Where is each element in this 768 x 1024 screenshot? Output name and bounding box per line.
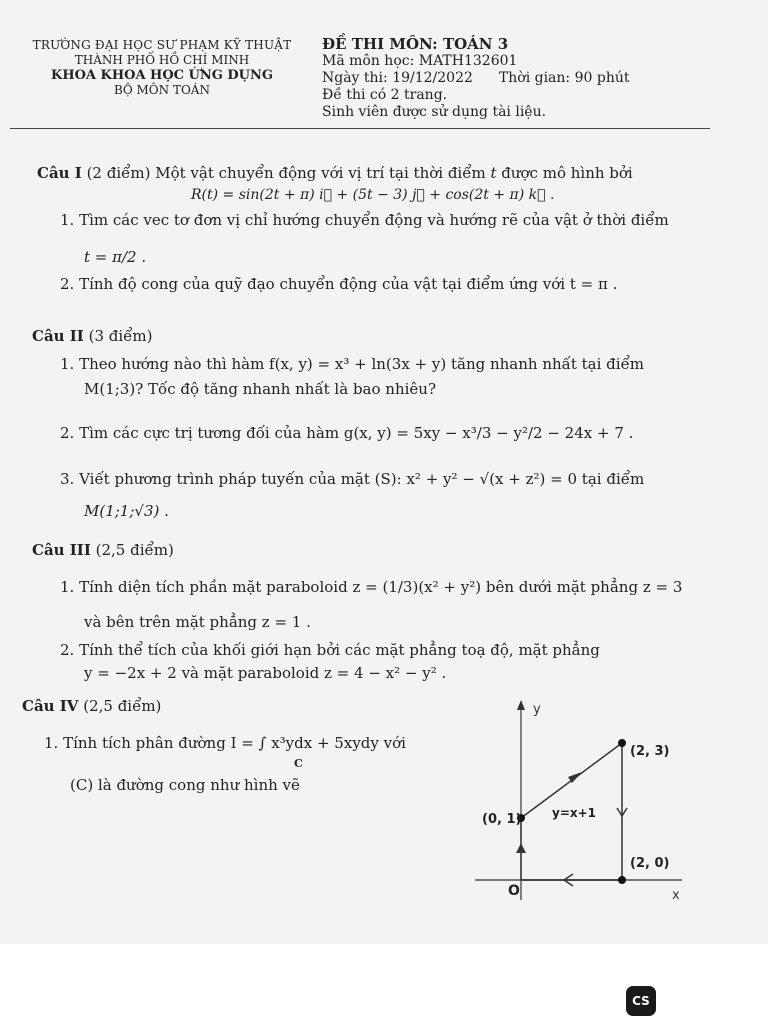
question-4-title: Câu IV [22, 697, 79, 715]
header-divider [10, 128, 710, 129]
exam-date: Ngày thi: 19/12/2022 [322, 70, 473, 86]
school-header [22, 38, 302, 98]
question-2-item-3-point: M(1;1;√3) . [84, 502, 169, 520]
question-3-item-1: 1. Tính diện tích phần mặt paraboloid z = (1/3)(x² + y²) bên dưới mặt phẳng z = 3 [60, 578, 683, 596]
question-3-item-2-cont: y = −2x + 2 và mặt paraboloid z = 4 − x² − y² . [84, 664, 447, 682]
camscanner-logo: CS [626, 986, 656, 1016]
origin-label: O [508, 883, 520, 899]
question-4-item-1-cont: (C) là đường cong như hình vẽ [70, 776, 300, 794]
position-formula: R(t) = sin(2t + π) i⃗ + (5t − 3) j⃗ + cos(2t + π) k⃗ . [191, 187, 555, 203]
question-1-item-1: 1. Tìm các vec tơ đơn vị chỉ hướng chuyển động và hướng rẽ của vật ở thời điểm [60, 211, 669, 229]
exam-date-row [322, 70, 629, 87]
course-code: Mã môn học: MATH132601 [322, 53, 518, 69]
question-1-item-1-time: t = π/2 . [84, 248, 147, 266]
point-2-3-label: (2, 3) [630, 744, 670, 759]
question-4-item-1: 1. Tính tích phân đường I = ∫ x³ydx + 5xydy với [44, 734, 406, 752]
question-2-header: Câu II (3 điểm) [32, 327, 153, 345]
question-3-item-2: 2. Tính thể tích của khối giới hạn bởi các mặt phẳng toạ độ, mặt phẳng [60, 641, 600, 659]
question-3-item-1-cont: và bên trên mặt phẳng z = 1 . [84, 613, 311, 631]
curve-figure [460, 695, 720, 910]
city-name: THÀNH PHỐ HỒ CHÍ MINH [74, 53, 250, 67]
direction-arrow-left [516, 843, 526, 853]
point-2-3-dot [618, 739, 626, 747]
integral-subscript: C [294, 757, 303, 770]
x-axis-label: x [672, 888, 680, 903]
point-2-0-label: (2, 0) [630, 856, 670, 871]
exam-info [322, 36, 629, 121]
pages-note: Đề thi có 2 trang. [322, 87, 448, 103]
university-name: TRƯỜNG ĐẠI HỌC SƯ PHẠM KỸ THUẬT [32, 38, 292, 52]
question-3-title: Câu III [32, 541, 91, 559]
question-4-header: Câu IV (2,5 điểm) [22, 697, 162, 715]
question-2-item-1: 1. Theo hướng nào thì hàm f(x, y) = x³ + ln(3x + y) tăng nhanh nhất tại điểm [60, 355, 645, 373]
line-equation-label: y=x+1 [552, 806, 597, 820]
y-axis-arrow [517, 700, 525, 710]
point-0-1-label: (0, 1) [482, 812, 522, 827]
faculty-name: KHOA KHOA HỌC ỨNG DỤNG [51, 68, 273, 83]
point-2-0-dot [618, 876, 626, 884]
question-1-item-2: 2. Tính độ cong của quỹ đạo chuyển động của vật tại điểm ứng với t = π . [60, 275, 618, 293]
question-2-item-2: 2. Tìm các cực trị tương đối của hàm g(x, y) = 5xy − x³/3 − y²/2 − 24x + 7 . [60, 424, 634, 442]
y-axis-label: y [533, 702, 541, 717]
question-2-title: Câu II [32, 327, 84, 345]
question-3-header: Câu III (2,5 điểm) [32, 541, 174, 559]
question-1-intro: Câu I (2 điểm) Một vật chuyển động với vị trí tại thời điểm t được mô hình bởi [37, 164, 633, 182]
exam-duration: Thời gian: 90 phút [498, 70, 630, 86]
materials-note: Sinh viên được sử dụng tài liệu. [322, 104, 547, 120]
question-2-item-3: 3. Viết phương trình pháp tuyến của mặt (S): x² + y² − √(x + z²) = 0 tại điểm [60, 470, 645, 488]
question-2-item-1-cont: M(1;3)? Tốc độ tăng nhanh nhất là bao nhiêu? [84, 380, 436, 398]
exam-title: ĐỀ THI MÔN: TOÁN 3 [322, 35, 509, 53]
question-1-title: Câu I [37, 164, 82, 182]
department-name: BỘ MÔN TOÁN [114, 83, 210, 97]
